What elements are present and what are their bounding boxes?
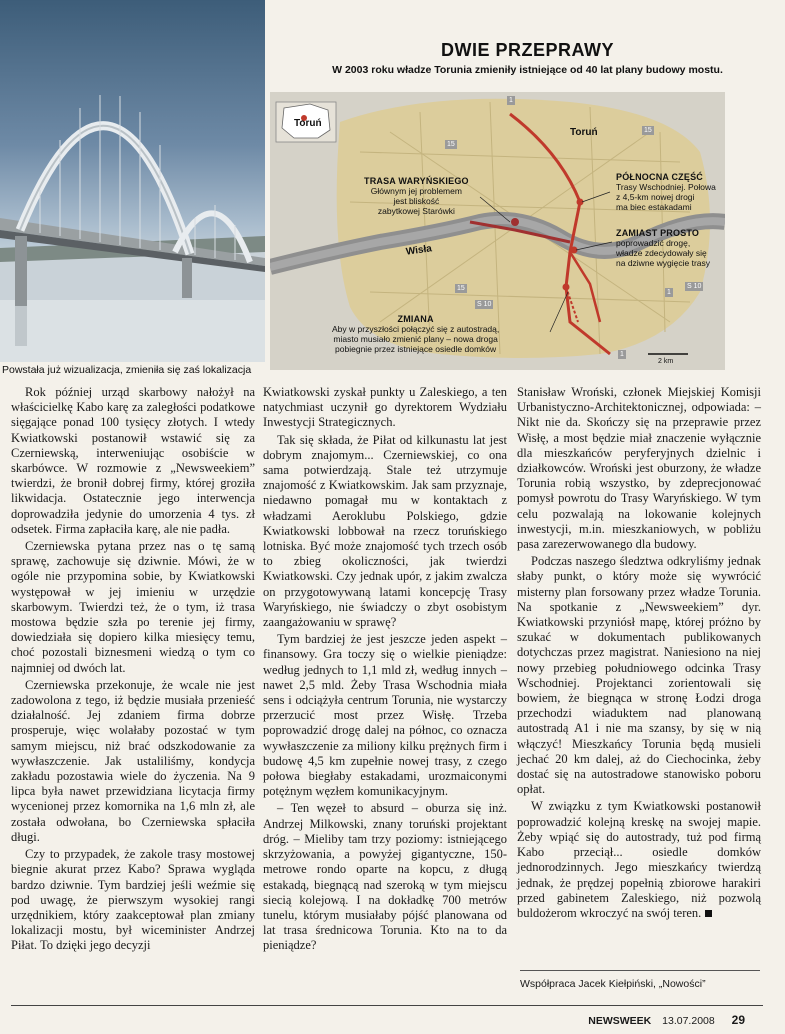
end-of-article-mark [705,910,712,917]
magazine-name: NEWSWEEK [588,1015,652,1027]
road-badge: 1 [667,289,671,296]
paragraph: Czerniewska przekonuje, że wcale nie jest zadowolona z tego, iż będzie musiała przenieść działalność. Jej zdaniem firma dobrze prosperuje, więc wolałaby pozostać w tym samym miejscu, niż brać odszkodowanie za wywłaszczenie. Jak ustaliliśmy, kondycja zakładu pozostawia wiele do życzenia. Na 9 lipca była nawet przewidziana licytacja firmy wycenionej przez komornika na 1,6 mln zł, ale została odwołana, bo Czerniewska spłaciła długi. [11,677,255,844]
callout-zmiana: ZMIANA Aby w przyszłości połączyć się z autostradą, miasto musiało zmienić plany – nowa droga pobiegnie przez istniejące osiedle domków [332,314,500,354]
credit-line: Współpraca Jacek Kiełpiński, „Nowości” [520,978,706,990]
graphic-title: DWIE PRZEPRAWY [440,40,614,60]
road-badge: 15 [457,285,465,292]
callout-polnocna-czesc: PÓŁNOCNA CZĘŚĆ Trasy Wschodniej. Połowa z 4,5-km nowej drogi ma biec estakadami [616,172,716,212]
bridge-visualization-photo [0,0,265,362]
city-label: Toruń [570,127,598,138]
page-number: 29 [731,1013,745,1027]
paragraph: Kwiatkowski zyskał punkty u Zaleskiego, a ten natychmiast uczynił go dyrektorem Wydziału Inwestycji Strategicznych. [263,385,507,430]
scale-label: 2 km [658,358,674,365]
callout-trasa-waryskiego: TRASA WARYŃSKIEGO Głównym jej problemem jest bliskość zabytkowej Starówki [364,176,469,216]
torun-route-map [270,92,725,370]
road-badge: S 10 [687,283,702,290]
text-column-3 [517,385,761,923]
credit-divider [520,970,760,971]
page-footer [580,1013,745,1027]
paragraph: Czerniewska pytana przez nas o tę samą sprawę, zachowuje się dziwnie. Mówi, że w ogóle nie przypomina sobie, by Kwiatkowski występował w jej imieniu w urzędzie skarbowym. Twierdzi też, że o tym, iż trasa mostowa będzie szła po terenie jej firmy, dowiedziała się dopiero kilka miesięcy temu, choć pozostali biznesmeni wiedzą o tym co najmniej od dwóch lat. [11,539,255,675]
graphic-subtitle: W 2003 roku władze Torunia zmieniły istniejące od 40 lat plany budowy mostu. [332,64,723,76]
photo-caption: Powstała już wizualizacja, zmieniła się zaś lokalizacja [2,364,252,376]
road-badge: S 10 [477,301,492,308]
paragraph: Tak się składa, że Piłat od kilkunastu lat jest dobrym znajomym... Czerniewskiej, co ona sama potwierdzają. Stale też utrzymuje znajomość z Kwiatkowskim. Jak sam przyznaje, niedawno pomagał mu w kontaktach z władzami Aeroklubu Polskiego, gdzie Kwiatkowski lobbował na rzecz toruńskiego lotniska. Być może znajomość tych trzech osób to zbieg okoliczności, jak twierdzi Kwiatkowski. Czy jednak upór, z jakim zwalcza on przygotowywaną latami koncepcję Trasy Waryńskiego, nie świadczy o zbyt osobistym zaangażowaniu w sprawę? [263,432,507,630]
text-column-2 [263,385,507,956]
paragraph: Stanisław Wroński, członek Miejskiej Komisji Urbanistyczno-Architektonicznej, odpowiada: – Nikt nie da. Skończy się na przeprawie przez Wisłę, a most będzie miał znaczenie wyłącznie dla mieszkańców peryferyjnych dzielnic i działkowców. Wroński jest oburzony, że władze Torunia robią wszystko, by zdeprecjonować pomysł powrotu do Trasy Waryńskiego. W tym celu pozwalają na lokowanie kolejnych inwestycji, m.in. mieszkaniowych, w pobliżu pasa zarezerwowanego dla budowy. [517,385,761,552]
road-badge: 1 [620,351,624,358]
paragraph: Tym bardziej że jest jeszcze jeden aspekt – finansowy. Gra toczy się o wielkie pieniądze: według jednych to 1,1 mld zł, według innych – nawet 2,5 mld. Żeby Trasa Wschodnia miała sens i odciążyła centrum Torunia, nie wystarczy przerzucić most przez Wisłę. Trzeba poprowadzić drogę dalej na północ, co oznacza wywłaszczenie za miliony kilku prężnych firm i budowę 4,5 km zupełnie nowej trasy, z czego połowa biegłaby estakadami, urozmaiconymi potężnym węzłem komunikacyjnym. [263,632,507,799]
paragraph-last: W związku z tym Kwiatkowski postanowił poprowadzić kolejną kreskę na swojej mapie. Żeby wpiąć się do autostrady, tuż pod firmą Kabo przeciął... osiedle domków jednorodzinnych. Jego mieszkańcy twierdzą jednak, że prędzej popełnią zbiorowe harakiri przed gabinetem Zaleskiego, niż pozwolą buldożerom wkroczyć na swój teren. [517,799,761,920]
paragraph: Czy to przypadek, że zakole trasy mostowej biegnie akurat przez Kabo? Sprawa wygląda bardzo dziwnie. Tym bardziej jeśli weźmie się pod uwagę, że pierwszym wysokiej rangi urzędnikiem, który zaakceptował plan zmiany lokalizacji mostu, był wiceminister Andrzej Piłat. To dzięki jego decyzji [11,847,255,953]
river-label: Wisła [405,243,433,258]
bridge-illustration [0,0,265,362]
issue-date: 13.07.2008 [662,1015,715,1027]
road-badge: 15 [447,141,455,148]
paragraph: – Ten węzeł to absurd – oburza się inż. Andrzej Milkowski, znany toruński projektant dróg. – Mieliby tam trzy poziomy: istniejącego skrzyżowania, a powyżej gigantyczne, 150-metrowe rondo oparte na kopcu, z długą estakadą, biegnącą nad szeroką w tym miejscu siecią kolejową. I na dokładkę 700 metrów tunelu, którym musiałaby pójść planowana od lat trasa średnicowa Torunia. Kto na to da pieniądze? [263,801,507,953]
footer-divider [11,1005,763,1006]
text-column-1 [11,385,255,956]
paragraph: Podczas naszego śledztwa odkryliśmy jednak słaby punkt, o który może się wywrócić misterny plan forsowany przez władze Torunia. Na spotkanie z „Newsweekiem” dyr. Kwiatkowski przyniósł mapę, której próżno by szukać w dokumentach publikowanych dotychczas przez magistrat. Naniesiono na niej nowy przebieg południowego odcinka Trasy Wschodniej. Projektanci zorientowali się bowiem, że biegnąca w stronę Łodzi droga przechodzi wiaduktem nad planowaną autostradą A1 i nie ma szansy, by się w nią włączyć! Mieszkańcy Torunia będą musieli jechać 20 km dalej, aż do Ciechocinka, żeby dostać się na autostradowe stanowisko poboru opłat. [517,554,761,797]
paragraph: Rok później urząd skarbowy nałożył na właścicielkę Kabo karę za zaległości podatkowe sięgające ponad 100 tysięcy złotych. I wtedy Kwiatkowski postanowił wstawić się za Czerniewską, interweniując osobiście w skarbówce. W rozmowie z „Newsweekiem” twierdzi, że bronił dobrej firmy, której groziła likwidacja. Ostatecznie jego interwencja doprowadziła jedynie do umorzenia 4 tys. zł odsetek. Firma zapłaciła karę, ale nie padła. [11,385,255,536]
road-badge: 1 [509,97,513,104]
callout-zamiast-prosto: ZAMIAST PROSTO poprowadzić drogę, władze zdecydowały się na dziwne wygięcie trasy [616,228,711,268]
inset-city-label: Toruń [294,118,322,129]
road-badge: 15 [644,127,652,134]
